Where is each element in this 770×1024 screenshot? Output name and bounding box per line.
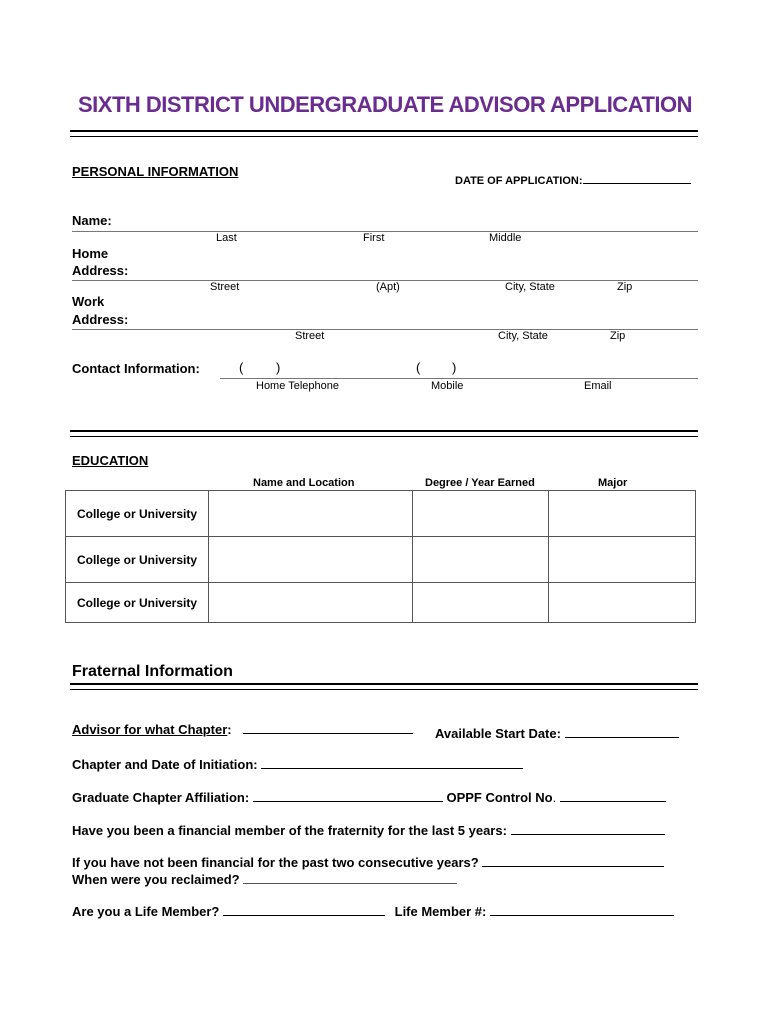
life-member-number-field[interactable]	[490, 902, 674, 916]
work-address-label-1: Work	[72, 294, 105, 309]
edu-cell-major[interactable]	[549, 491, 696, 537]
mobile-area-open: (	[416, 360, 421, 375]
reclaimed-field[interactable]	[243, 870, 457, 884]
home-sub-zip: Zip	[617, 281, 633, 293]
section-divider-education-thin	[70, 436, 698, 437]
home-phone-area-close: )	[276, 360, 281, 375]
edu-cell-major[interactable]	[549, 537, 696, 583]
edu-row-label: College or University	[66, 583, 209, 623]
title-divider	[70, 130, 698, 132]
section-divider-education	[70, 430, 698, 432]
edu-col-degree-year: Degree / Year Earned	[425, 477, 535, 489]
edu-cell-degree-year[interactable]	[413, 491, 549, 537]
section-divider-fraternal	[70, 683, 698, 685]
life-member-number-label: Life Member #:	[394, 904, 487, 919]
name-label: Name:	[72, 213, 112, 228]
fraternal-heading: Fraternal Information	[72, 663, 233, 680]
start-date-label: Available Start Date:	[435, 726, 561, 741]
name-sub-first: First	[363, 232, 385, 244]
not-financial-field[interactable]	[482, 853, 664, 867]
edu-row-label: College or University	[66, 491, 209, 537]
start-date-row	[435, 724, 679, 741]
contact-sub-email: Email	[584, 380, 612, 392]
home-sub-city-state: City, State	[505, 281, 555, 293]
chapter-initiation-field[interactable]	[261, 755, 523, 769]
edu-col-major: Major	[598, 477, 628, 489]
advisor-chapter-colon: :	[227, 722, 232, 737]
advisor-chapter-row	[72, 720, 413, 737]
table-row	[66, 491, 696, 537]
name-line[interactable]	[72, 231, 698, 232]
home-sub-apt: (Apt)	[376, 281, 400, 293]
edu-cell-major[interactable]	[549, 583, 696, 623]
name-sub-last: Last	[216, 232, 237, 244]
work-sub-city-state: City, State	[498, 330, 548, 342]
financial-5-row	[72, 821, 665, 838]
oppf-label: OPPF Control No	[446, 790, 553, 805]
section-divider-fraternal-thin	[70, 689, 698, 690]
date-of-application-field[interactable]	[583, 170, 691, 184]
table-row	[66, 537, 696, 583]
edu-cell-degree-year[interactable]	[413, 537, 549, 583]
contact-sub-mobile: Mobile	[431, 380, 464, 392]
advisor-chapter-label: Advisor for what Chapter	[72, 722, 228, 737]
title-divider-thin	[70, 136, 698, 137]
start-date-field[interactable]	[565, 724, 679, 738]
contact-info-label: Contact Information:	[72, 361, 200, 376]
edu-cell-degree-year[interactable]	[413, 583, 549, 623]
contact-sub-home-telephone: Home Telephone	[256, 380, 339, 392]
home-sub-street: Street	[210, 281, 240, 293]
work-sub-street: Street	[295, 330, 325, 342]
advisor-chapter-field[interactable]	[243, 720, 413, 734]
chapter-initiation-label: Chapter and Date of Initiation:	[72, 757, 258, 772]
life-member-row	[72, 902, 674, 919]
chapter-initiation-row	[72, 755, 523, 772]
mobile-area-close: )	[452, 360, 457, 375]
not-financial-label: If you have not been financial for the past two consecutive years?	[72, 855, 479, 870]
reclaimed-row	[72, 870, 457, 887]
life-member-question: Are you a Life Member?	[72, 904, 220, 919]
work-address-line[interactable]	[72, 329, 698, 330]
date-of-application-label: DATE OF APPLICATION:	[455, 170, 691, 187]
grad-affiliation-label: Graduate Chapter Affiliation:	[72, 790, 250, 805]
not-financial-row	[72, 853, 664, 870]
oppf-field[interactable]	[560, 788, 666, 802]
financial-5-label: Have you been a financial member of the fraternity for the last 5 years:	[72, 823, 507, 838]
edu-cell-name-location[interactable]	[209, 537, 413, 583]
name-sub-middle: Middle	[489, 232, 522, 244]
reclaimed-label: When were you reclaimed?	[72, 872, 240, 887]
table-row	[66, 583, 696, 623]
grad-affiliation-field[interactable]	[253, 788, 443, 802]
page-title: SIXTH DISTRICT UNDERGRADUATE ADVISOR APPLICATION	[77, 92, 692, 117]
home-address-label-2: Address:	[72, 263, 129, 278]
personal-info-heading: PERSONAL INFORMATION	[72, 164, 239, 179]
edu-cell-name-location[interactable]	[209, 491, 413, 537]
home-address-label-1: Home	[72, 246, 109, 261]
education-heading: EDUCATION	[72, 453, 149, 468]
work-address-label-2: Address:	[72, 312, 129, 327]
financial-5-field[interactable]	[511, 821, 665, 835]
edu-col-name-location: Name and Location	[253, 477, 355, 489]
home-phone-area-open: (	[239, 360, 244, 375]
contact-line[interactable]	[220, 378, 698, 379]
work-sub-zip: Zip	[610, 330, 626, 342]
education-table	[65, 490, 696, 623]
oppf-dot: .	[552, 790, 557, 805]
grad-affiliation-row	[72, 788, 666, 805]
life-member-field[interactable]	[223, 902, 385, 916]
edu-cell-name-location[interactable]	[209, 583, 413, 623]
edu-row-label: College or University	[66, 537, 209, 583]
